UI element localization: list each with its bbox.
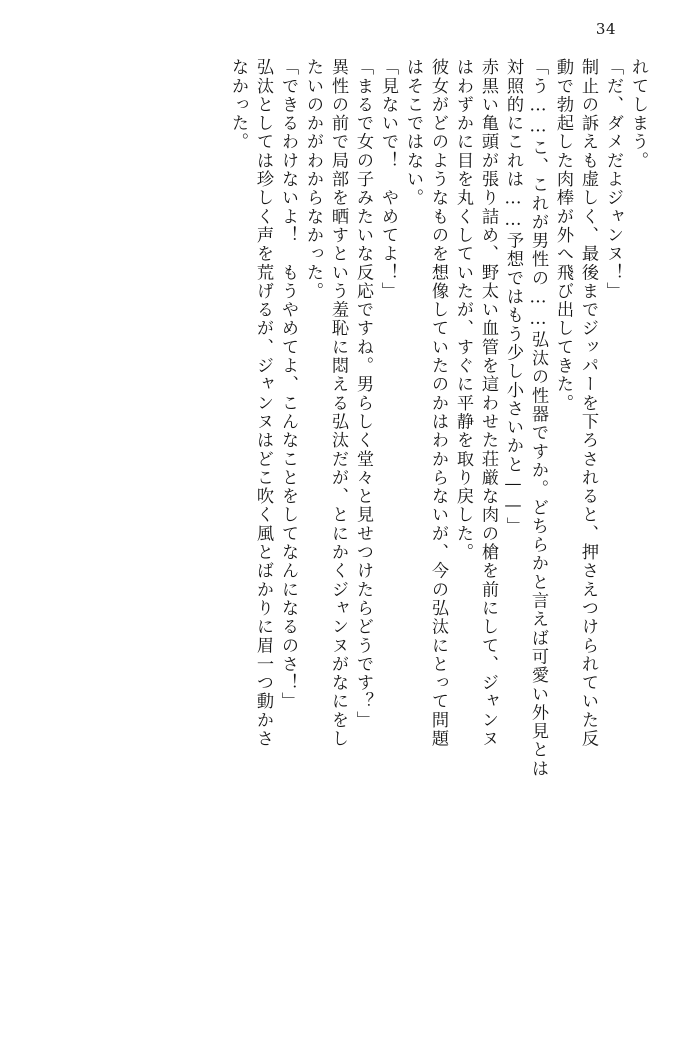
text-line: はそこではない。 xyxy=(403,58,423,208)
text-line: 「う……こ、これが男性の……弘汰の性器ですか。どちらかと言えば可愛い外見とは xyxy=(528,58,548,778)
text-line: たいのかがわからなかった。 xyxy=(303,58,323,301)
text-line: 動で勃起した肉棒が外へ飛び出してきた。 xyxy=(553,58,573,413)
text-line: 対照的にこれは……予想ではもう少し小さいかと——」 xyxy=(503,58,523,536)
text-line: 弘汰としては珍しく声を荒げるが、ジャンヌはどこ吹く風とばかりに眉一つ動かさ xyxy=(253,58,273,749)
text-line: 「見ないで！ やめてよ！」 xyxy=(378,58,398,301)
text-line: れてしまう。 xyxy=(628,58,648,170)
text-line: 「まるで女の子みたいな反応ですね。男らしく堂々と見せつけたらどうです？」 xyxy=(353,58,373,730)
text-line: 「できるわけないよ！ もうやめてよ、こんなことをしてなんになるのさ！」 xyxy=(278,58,298,711)
vertical-text-block xyxy=(48,58,646,988)
text-line: なかった。 xyxy=(228,58,248,152)
text-line: 制止の訴えも虚しく、最後までジッパーを下ろされると、押さえつけられていた反 xyxy=(578,58,598,749)
text-line: 赤黒い亀頭が張り詰め、野太い血管を這わせた荘厳な肉の槍を前にして、ジャンヌ xyxy=(478,58,498,749)
text-line: 異性の前で局部を晒すという羞恥に悶える弘汰だが、とにかくジャンヌがなにをし xyxy=(328,58,348,749)
page-number: 34 xyxy=(595,20,616,38)
text-line: はわずかに目を丸くしていたが、すぐに平静を取り戻した。 xyxy=(453,58,473,562)
text-line: 「だ、ダメだよジャンヌ！」 xyxy=(603,58,623,301)
text-line: 彼女がどのようなものを想像していたのかはわからないが、今の弘汰にとって問題 xyxy=(428,58,448,749)
